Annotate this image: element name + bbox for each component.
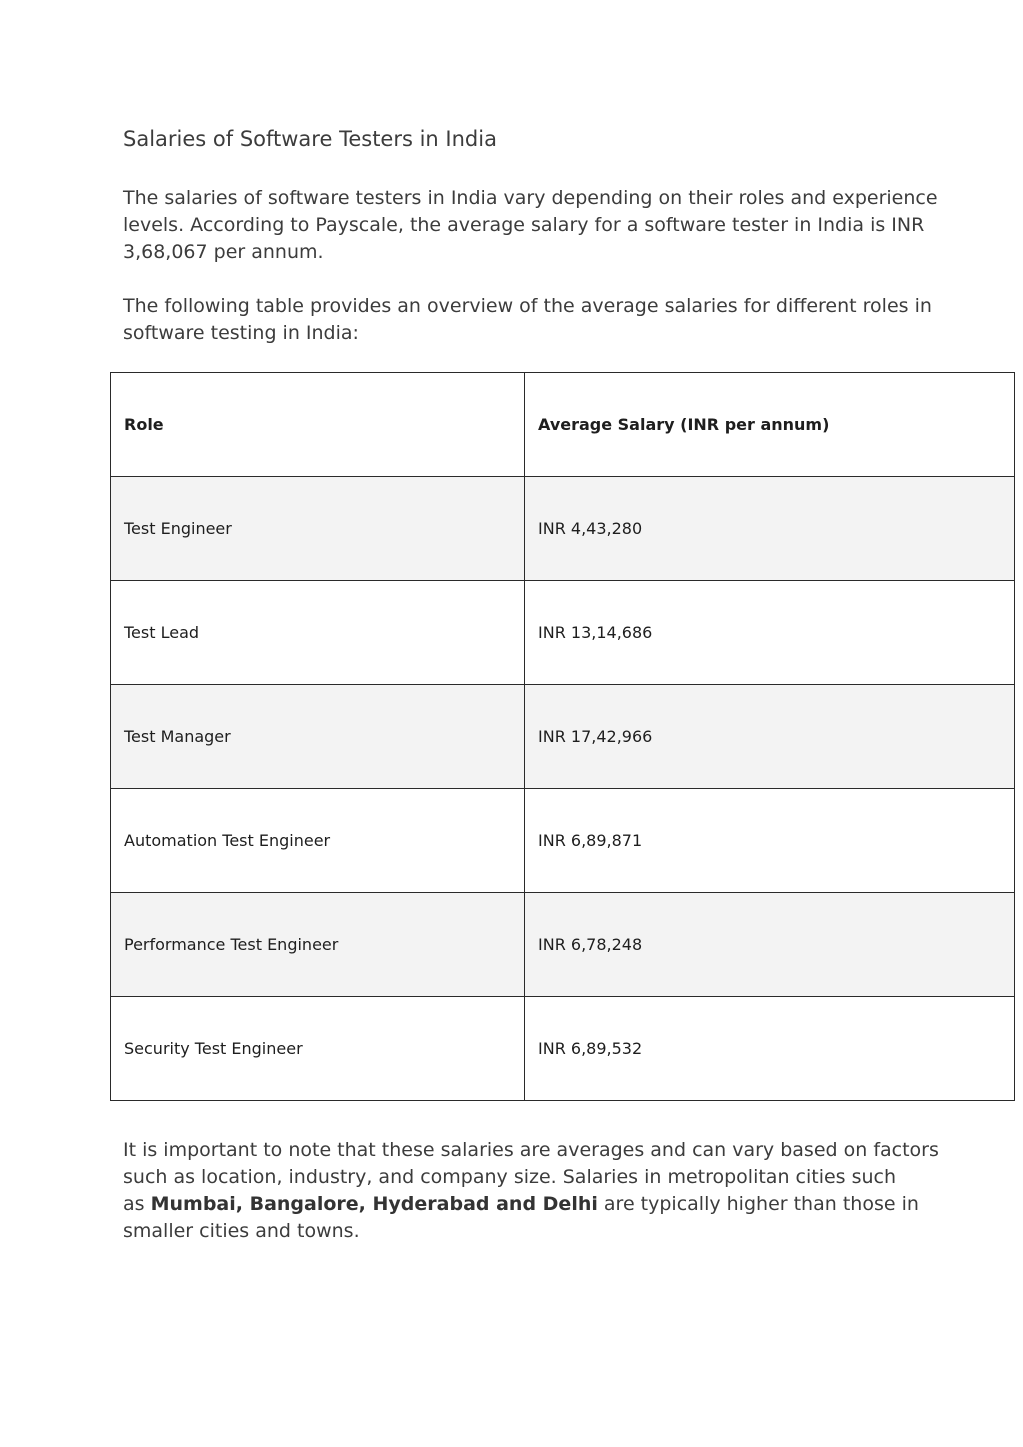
intro-paragraph xyxy=(123,185,938,266)
role-cell: Automation Test Engineer xyxy=(111,789,525,893)
table-intro-line: The following table provides an overview of the average salaries for different roles in xyxy=(123,295,932,317)
note-line: such as location, industry, and company size. Salaries in metropolitan cities such xyxy=(123,1166,897,1188)
salary-cell: INR 6,89,532 xyxy=(525,997,1015,1101)
salary-cell: INR 17,42,966 xyxy=(525,685,1015,789)
role-cell: Test Engineer xyxy=(111,477,525,581)
role-cell: Test Lead xyxy=(111,581,525,685)
role-cell: Test Manager xyxy=(111,685,525,789)
table-row xyxy=(111,789,1015,893)
salary-cell: INR 6,89,871 xyxy=(525,789,1015,893)
table-intro-line: software testing in India: xyxy=(123,322,359,344)
table-row xyxy=(111,997,1015,1101)
note-line: smaller cities and towns. xyxy=(123,1220,360,1242)
note-line xyxy=(123,1191,923,1218)
note-text: are typically higher than those in xyxy=(597,1193,919,1215)
table-row xyxy=(111,581,1015,685)
metro-cities-bold: Mumbai, Bangalore, Hyderabad and Delhi xyxy=(150,1193,598,1215)
header-average-salary: Average Salary (INR per annum) xyxy=(525,373,1015,477)
salary-table xyxy=(110,372,1015,1101)
role-cell: Performance Test Engineer xyxy=(111,893,525,997)
intro-line: The salaries of software testers in India vary depending on their roles and experience xyxy=(123,187,938,209)
salary-cell: INR 13,14,686 xyxy=(525,581,1015,685)
page-title: Salaries of Software Testers in India xyxy=(123,127,497,151)
header-role: Role xyxy=(111,373,525,477)
table-header-row xyxy=(111,373,1015,477)
table-row xyxy=(111,685,1015,789)
table-intro-paragraph xyxy=(123,293,932,347)
note-paragraph xyxy=(123,1137,939,1245)
intro-line: 3,68,067 per annum. xyxy=(123,241,324,263)
salary-cell: INR 6,78,248 xyxy=(525,893,1015,997)
salary-cell: INR 4,43,280 xyxy=(525,477,1015,581)
intro-line: levels. According to Payscale, the average salary for a software tester in India is INR xyxy=(123,214,925,236)
role-cell: Security Test Engineer xyxy=(111,997,525,1101)
note-line: It is important to note that these salaries are averages and can vary based on factors xyxy=(123,1139,939,1161)
table-row xyxy=(111,477,1015,581)
note-text: as xyxy=(123,1193,151,1215)
table-row xyxy=(111,893,1015,997)
